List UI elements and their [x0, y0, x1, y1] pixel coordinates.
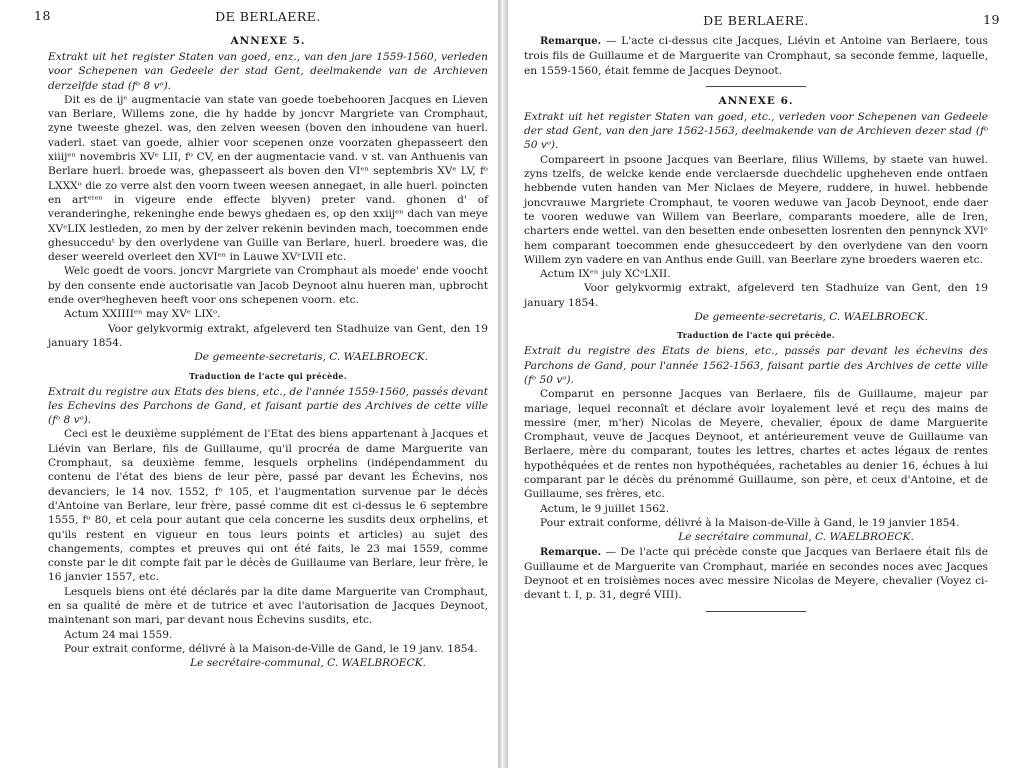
french-heading: Extrait du registre des Etats de biens, etc., passés par devant les échevins des Parchons de Gand, pour l'année 1562-1563, faisant partie des Archives de cette ville (fᵒ 50 vᵒ).	[524, 345, 988, 386]
page-number: 19	[983, 12, 1000, 27]
flemish-paragraph: Actum XXIIIIᵉⁿ may XVᵉ LIXᵒ.	[64, 308, 221, 321]
annex-title: ANNEXE 6.	[718, 94, 794, 107]
french-conformity: Pour extrait conforme, délivré à la Maison-de-Ville de Gand, le 19 janv. 1854.	[64, 642, 478, 655]
remark-label: Remarque.	[540, 546, 602, 558]
secretary-name: C. WAELBROECK.	[829, 311, 928, 324]
french-conformity: Pour extrait conforme, délivré à la Maison-de-Ville à Gand, le 19 janvier 1854.	[540, 516, 960, 529]
extract-heading: Extrakt uit het register Staten van goed, enz., van den jare 1559-1560, verleden voor Schepenen van Gedeele der stad Gent, deelmakende van de Archieven derzelfde stad (fᵒ 8 vᵒ).	[48, 51, 488, 92]
french-paragraph: Lesquels biens ont été déclarés par la dite dame Marguerite van Cromphaut, en sa qualité de mère et de tutrice et avec l'autorisation de Jacques Deynoot, maintenant son mari, par devant nous Échevins susdits, etc.	[48, 585, 488, 627]
translation-title: Traduction de l'acte qui précède.	[677, 330, 835, 341]
left-page-header	[34, 8, 488, 30]
running-head: DE BERLAERE.	[215, 9, 321, 24]
translation-title: Traduction de l'acte qui précède.	[189, 370, 347, 381]
divider	[706, 611, 806, 612]
french-secretary-name: C. WAELBROECK.	[327, 657, 426, 670]
left-page	[0, 0, 498, 768]
secretary-name: C. WAELBROECK.	[329, 351, 428, 364]
running-head: DE BERLAERE.	[703, 13, 809, 28]
signature	[48, 350, 488, 364]
french-paragraph: Ceci est le deuxième supplément de l'Etat des biens appartenant à Jacques et Liévin van Berlare, fils de Guillaume, qu'il procréa de dame Marguerite van Cromphaut, sa deuxième femme, lesquels orphelins (indépendamment du contenu de l'état des biens de leur père, passé par devant les Échevins, nos devanciers, le 14 nov. 1552, fᵒ 105, et l'augmentation survenue par le décès d'Antoine van Berlare, leur frère, passé comme dit est ci-dessus le 6 septembre 1555, fᵒ 80, et cela pour autant que cela concerne les susdits deux orphelins, et qu'ils restent en vigueur en tous leurs points et articles) au sujet des changements, comptes et preuves qui ont été faits, le 23 mai 1559, comme conste par le dit compte fait par le décès de Guillaume van Berlare, leur frère, le 16 janvier 1557, etc.	[48, 428, 488, 584]
divider	[706, 86, 806, 87]
french-paragraph: Actum, le 9 juillet 1562.	[540, 502, 670, 515]
remark-text: — L'acte ci-dessus cite Jacques, Liévin et Antoine van Berlaere, tous trois fils de Guillaume et de Marguerite van Cromphaut, sa seconde femme, laquelle, en 1559-1560, était femme de Jacques Deynoot.	[524, 35, 988, 77]
flemish-paragraph: Compareert in psoone Jacques van Beerlare, filius Willems, by staete van huwel. zyns tzelfs, de welcke kende ende verclaersde duechdelic upgheheven ende ontfaen hebbende vuten handen van Mer Niclaes de Meyere, ruddere, in huwel. hebbende joncvrauwe Margriete Cromphaut, te vooren weduwe van Jacob Deynoot, ende daer te vooren weduwe van Willem van Beerlare, comparants moedere, alle de Iren, charters ende wettel. van den besetten ende onbesetten losrenten den pennynck XVIᵉ hem comparant toecommen ende ghesuccedeert by den overlydene van den voorn Willem zyn vadere en van Anthus ende Guill. van Beerlare zyne broeders waeren etc.	[524, 153, 988, 266]
flemish-paragraph: Dit es de ijᵉ augmentacie van state van goede toebehooren Jacques en Lieven van Berlare, Willems zone, die hy hadde by joncvr Margriete van Cromphaut, zyne tweeste ghezel. was, den zelven weesen (boven den inhoudene van huerl. vaderl. staet van goede, alhier voor scepenen onze voorzaten ghepasseert den xiiijᵉⁿ novembris XVᵉ LII, fᵒ CV, en der augmentacie vand. v st. van Anthuenis van Berlare huerl. broede was, ghepasseert als boven den VIᵉⁿ septembris XVᵉ LV, fᵒ LXXXᵒ die zo verre alst den voorn tween weesen annegaet, in alle huerl. poincten en artᵉˡᵉⁿ in vigeure ende effecte blyven) preter vand. ghonen d' of veranderinghe, rekeninghe ende bewys ghedaen es, op den xxiijᵉⁿ dach van meye XVᵉLIX lestleden, zo men by der zelver rekenin bevinden mach, toecommen ende ghesucceduᵗ by den overlydene van Guille van Berlare, huerl. broedere was, die deser weereld overleet den XVIᵉⁿ in Lauwe XVᵉLVII etc.	[48, 93, 488, 264]
remark-text: — De l'acte qui précède conste que Jacques van Berlaere était fils de Guillaume et de Marguerite van Cromphaut, mariée en secondes noces avec Jacques Deynoot et en troisièmes noces avec messire Nicolas de Meyere, chevalier (Voyez ci-devant t. I, p. 31, degré VIII).	[524, 545, 988, 602]
flemish-paragraph: Actum IXᵉⁿ july XCᵒLXII.	[540, 268, 671, 281]
secretary-label: De gemeente-secretaris,	[194, 351, 326, 364]
right-page-header	[524, 12, 1000, 34]
right-page	[508, 0, 1010, 768]
annex-title: ANNEXE 5.	[230, 35, 306, 47]
french-paragraph: Actum 24 mai 1559.	[64, 628, 173, 641]
remark	[524, 34, 988, 78]
flemish-paragraph: Welc goedt de voors. joncvr Margriete van Cromphaut als moede' ende voocht by den consente ende auctorisatie van Jacob Deynoot alnu hueren man, upbrocht ende overᵍhegheven heeft voor ons schepenen voorn. etc.	[48, 265, 488, 307]
conformity-statement: Voor gelykvormig extrakt, afgeleverd ten Stadhuize van Gent, den 19 january 1854.	[48, 322, 488, 349]
book-gutter	[498, 0, 508, 768]
extract-heading: Extrakt uit het register Staten van goed, etc., verleden voor Schepenen van Gedeele der stad Gent, van den jare 1562-1563, deelmakende van de Archieven dezer stad (fᵒ 50 vᵒ).	[524, 110, 988, 152]
french-secretary-name: C. WAELBROECK.	[815, 531, 914, 544]
french-secretary-label: Le secrétaire-communal,	[190, 657, 324, 670]
french-heading: Extrait du registre aux Etats des biens, etc., de l'année 1559-1560, passés devant les Echevins des Parchons de Gand, et faisant partie des Archives de cette ville (fᵒ 8 vᵒ).	[48, 385, 488, 427]
french-signature	[524, 530, 988, 544]
french-signature	[48, 656, 488, 670]
signature	[524, 310, 988, 324]
conformity-statement: Voor gelykvormig extrakt, afgeleverd ten Stadhuize van Gent, den 19 january 1854.	[524, 282, 988, 309]
french-secretary-label: Le secrétaire communal,	[678, 531, 812, 544]
page-number: 18	[34, 8, 51, 23]
secretary-label: De gemeente-secretaris,	[694, 311, 826, 324]
french-paragraph: Comparut en personne Jacques van Berlaere, fils de Guillaume, majeur par mariage, lequel reconnaît et déclare avoir loyalement levé et reçu des mains de messire (mer, m'her) Nicolas de Meyere, chevalier, époux de dame Marguerite Cromphaut, veuve de Jacques Deynoot, et antérieurement veuve de Guillaume van Berlaere, mère du comparant, toutes les lettres, chartes et actes légaux de rentes hypothéquées et de rentes non hypothéquées, rachetables au denier 16, échues à lui comparant par le décès du prénommé Guillaume, son père, et ceux d'Antoine, et de Guillaume, ses frères, etc.	[524, 388, 988, 501]
remark-label: Remarque.	[540, 36, 602, 47]
remark	[524, 545, 988, 603]
